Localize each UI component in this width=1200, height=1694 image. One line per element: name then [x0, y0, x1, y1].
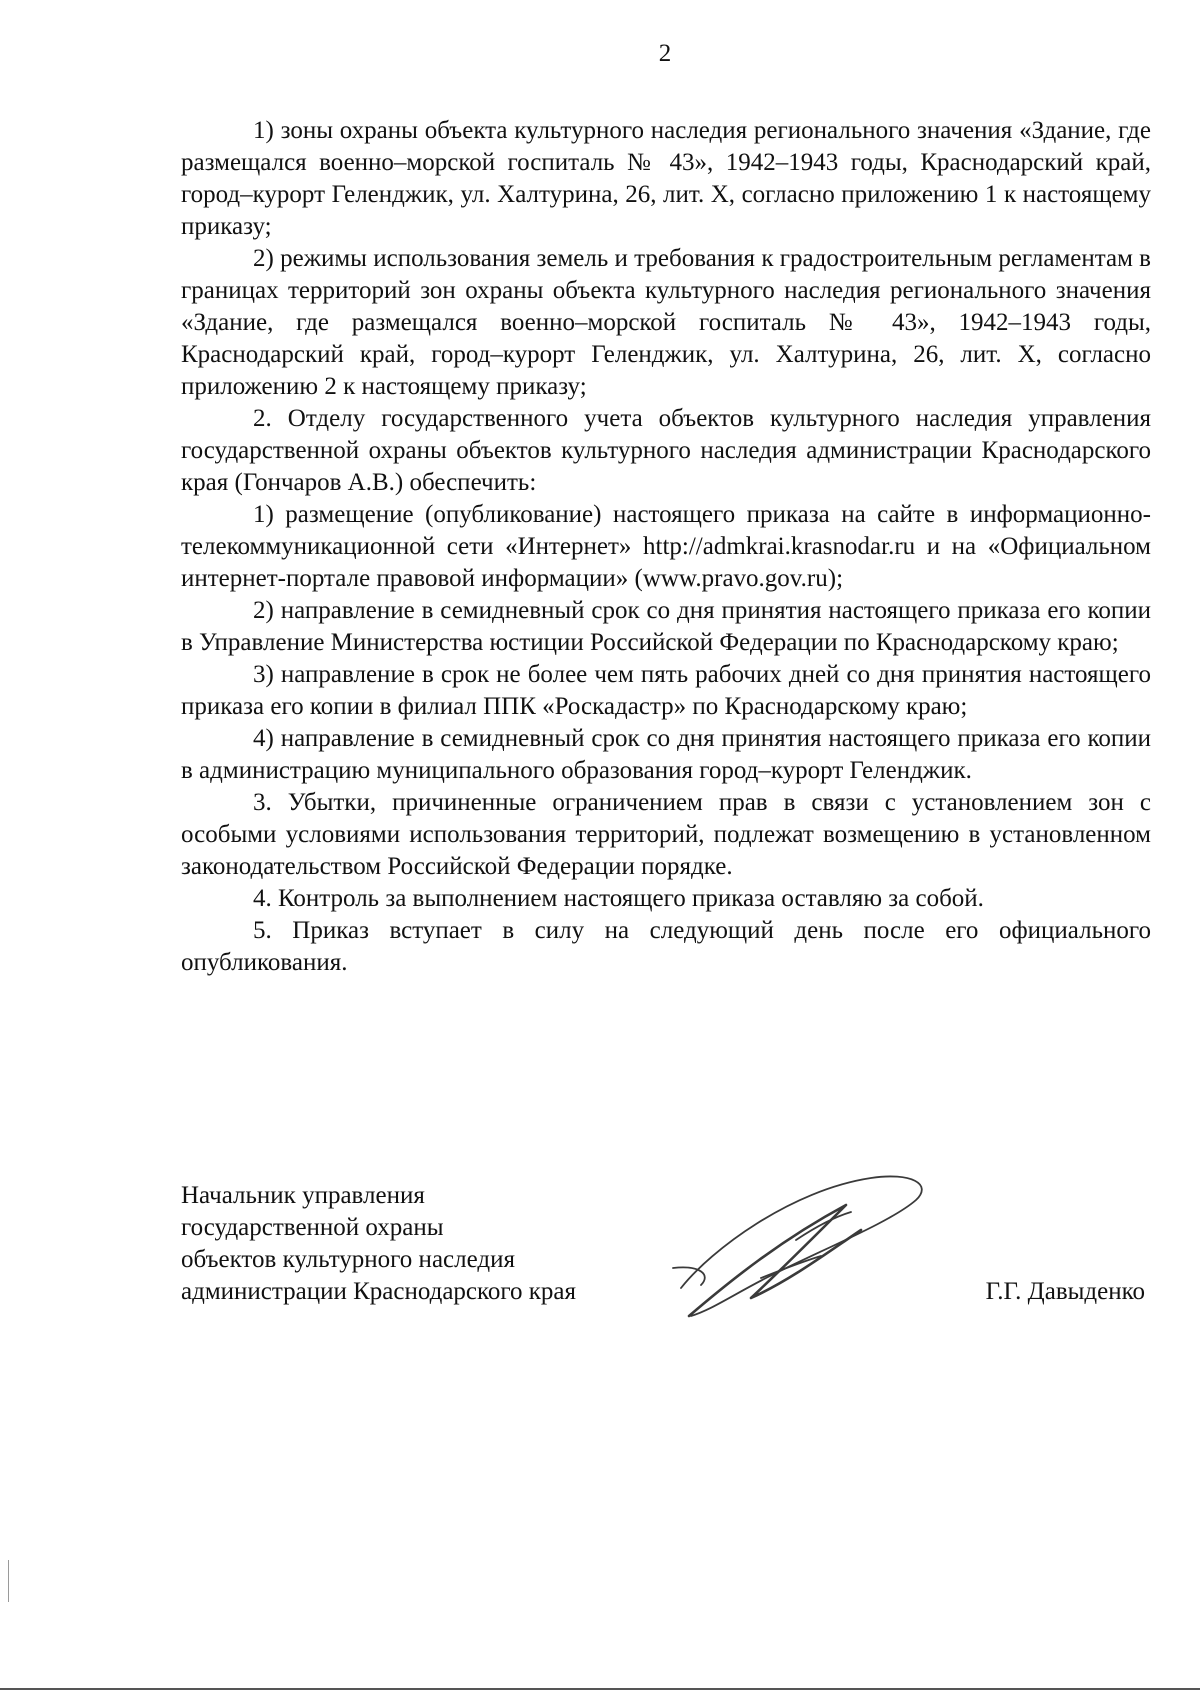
paragraph-item-3: 3. Убытки, причиненные ограничением прав в связи с установлением зон с особыми условиями использования территорий, подлежат возмещению в установленном законодательством Российской Федерации порядке.	[181, 789, 1151, 880]
signer-position-line: администрации Краснодарского края	[181, 1278, 577, 1305]
paragraph-item-4: 4. Контроль за выполнением настоящего приказа оставляю за собой.	[253, 885, 984, 912]
page-number: 2	[658, 40, 672, 67]
paragraph-municipal-copy: 4) направление в семидневный срок со дня принятия настоящего приказа его копии в администрацию муниципального образования город–курорт Геленджик.	[181, 725, 1151, 784]
paragraph-item-2: 2. Отделу государственного учета объектов культурного наследия управления государственной охраны объектов культурного наследия администрации Краснодарского края (Гончаров А.В.) обеспечить:	[181, 405, 1151, 496]
signer-position-line: государственной охраны	[181, 1214, 444, 1241]
paragraph-roskadastr-copy: 3) направление в срок не более чем пять рабочих дней со дня принятия настоящего приказа его копии в филиал ППК «Роскадастр» по Краснодарскому краю;	[181, 661, 1151, 720]
page-bottom-line	[0, 1688, 1200, 1690]
paragraph-regimes: 2) режимы использования земель и требования к градостроительным регламентам в границах территорий зон охраны объекта культурного наследия регионального значения «Здание, где размещался военно–морской госпиталь № 43», 1942–1943 годы, Краснодарский край, город–курорт Геленджик, ул. Халтурина, 26, лит. Х, согласно приложению 2 к настоящему приказу;	[181, 245, 1151, 400]
signature-stroke	[689, 1205, 861, 1316]
signer-name: Г.Г. Давыденко	[985, 1278, 1145, 1305]
scan-edge-mark	[8, 1560, 9, 1602]
paragraph-zones: 1) зоны охраны объекта культурного наследия регионального значения «Здание, где размещался военно–морской госпиталь № 43», 1942–1943 годы, Краснодарский край, город–курорт Геленджик, ул. Халтурина, 26, лит. Х, согласно приложению 1 к настоящему приказу;	[181, 117, 1151, 240]
signer-position-line: объектов культурного наследия	[181, 1246, 515, 1273]
paragraph-item-5: 5. Приказ вступает в силу на следующий день после его официального опубликования.	[181, 917, 1151, 976]
signature-stroke	[681, 1176, 922, 1316]
paragraph-publication: 1) размещение (опубликование) настоящего приказа на сайте в информационно-телекоммуникационной сети «Интернет» http://admkrai.krasnodar.ru и на «Официальном интернет-портале правовой информации» (www.pravo.gov.ru);	[181, 501, 1151, 592]
signature-stroke	[673, 1267, 705, 1285]
paragraph-ministry-copy: 2) направление в семидневный срок со дня принятия настоящего приказа его копии в Управление Министерства юстиции Российской Федерации по Краснодарскому краю;	[181, 597, 1151, 656]
signature-block	[181, 1180, 1151, 1330]
signer-position-line: Начальник управления	[181, 1182, 425, 1209]
handwritten-signature-icon	[671, 1170, 941, 1320]
document-body	[181, 115, 1151, 979]
signer-position	[181, 1180, 576, 1308]
